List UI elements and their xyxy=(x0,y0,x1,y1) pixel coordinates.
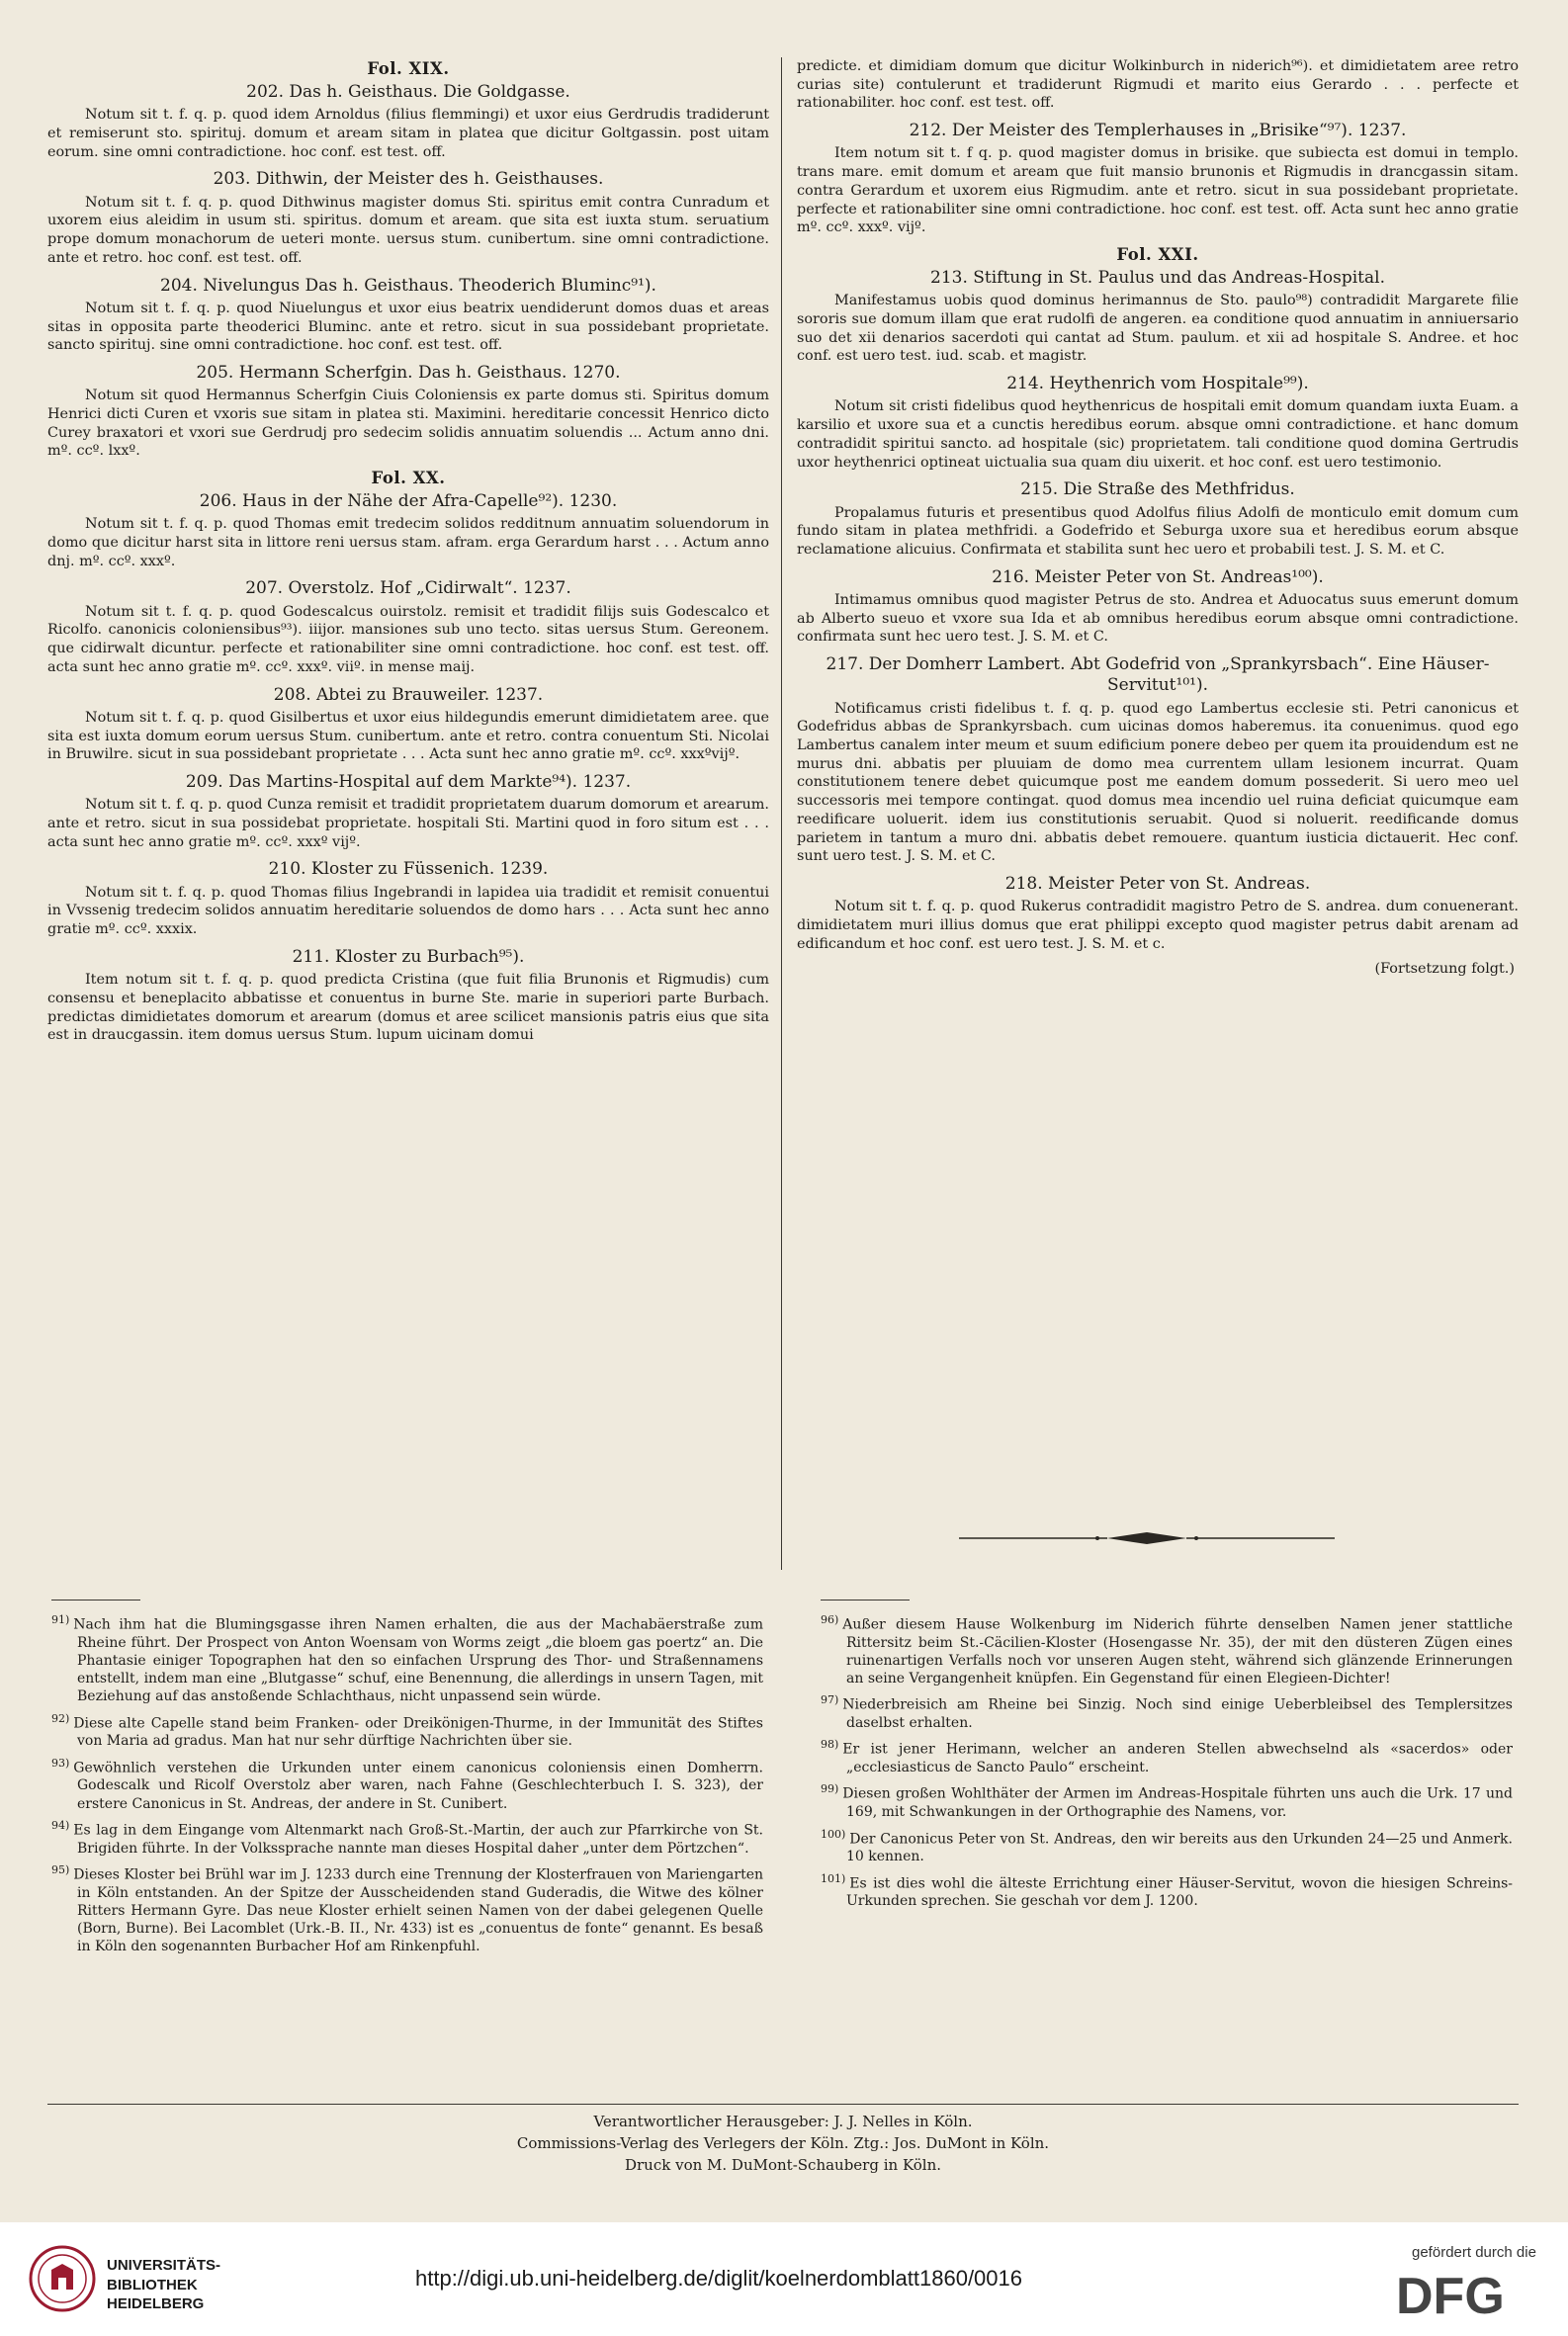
imprint-editor: Verantwortlicher Herausgeber: J. J. Nelles in Köln. xyxy=(593,2113,973,2130)
permalink-url[interactable]: http://digi.ub.uni-heidelberg.de/diglit/koelnerdomblatt1860/0016 xyxy=(415,2266,1022,2291)
entry-text: Notum sit t. f. q. p. quod Niuelungus et uxor eius beatrix uendiderunt domos duas et areas sitas in opposita parte theoderici Bluminc. ante et retro. sicut in sua possidebant proprietate. sancto spirituj. sine omni contradictione. hoc conf. est test. off. xyxy=(47,300,769,354)
entry-text: Item notum sit t. f q. p. quod magister domus in brisike. que subiecta est domui in templo. trans mare. emit domum et aream que fuit mansio brunonis et Rigmudis in drancgassin sitam. contra Gerardum et uxorem eius Rigmudim. ante et retro. sicut in sua possidebant proprietate. perfecte et rationabiliter sine omni contradictione. hoc conf. est test. off. Acta sunt hec anno gratie mº. ccº. xxxº. vijº. xyxy=(797,145,1519,236)
entry-207 xyxy=(47,578,769,676)
ornament-divider xyxy=(959,1530,1335,1546)
folio-heading: Fol. XX. xyxy=(371,469,446,488)
footnote-96: $^{96)}$ Außer diesem Hause Wolkenburg im Niderich führte denselben Namen jener stattliche Rittersitz beim St.-Cäcilien-Kloster (Hosengasse Nr. 35), der mit den düsteren Zügen eines ruinenartigen Verfalls noch vor unseren Augen steht, während sich glänzende Erinnerungen an seine Vergangenheit knüpfen. Ein Gegenstand für einen Elegieen-Dichter! xyxy=(821,1613,1513,1687)
entry-206 xyxy=(47,491,769,570)
imprint xyxy=(47,2112,1519,2176)
entry-heading: 203. Dithwin, der Meister des h. Geisthauses. xyxy=(213,169,604,190)
folio-heading: Fol. XIX. xyxy=(367,59,450,78)
footnote-99: $^{99)}$ Diesen großen Wohlthäter der Armen im Andreas-Hospitale führten uns auch die Urk. 17 und 169, mit Schwankungen in der Orthographie des Namens, vor. xyxy=(821,1782,1513,1821)
entry-210 xyxy=(47,859,769,938)
footnote-92: $^{92)}$ Diese alte Capelle stand beim Franken- oder Dreikönigen-Thurme, in der Immunität des Stiftes von Maria ad gradus. Man hat nur sehr dürftige Nachrichten über sie. xyxy=(51,1711,763,1750)
footnotes-right xyxy=(821,1613,1513,1917)
entry-211 xyxy=(47,947,769,1045)
entry-heading: 208. Abtei zu Brauweiler. 1237. xyxy=(273,684,544,705)
entry-208 xyxy=(47,685,769,764)
funded-by-label: gefördert durch die xyxy=(1412,2244,1536,2261)
entry-heading: 216. Meister Peter von St. Andreas¹⁰⁰). xyxy=(992,566,1324,587)
entry-214 xyxy=(797,374,1519,472)
footnote-98: $^{98)}$ Er ist jener Herimann, welcher an anderen Stellen abwechselnd als «sacerdos» oder „ecclesiasticus de Sancto Paulo“ erscheint. xyxy=(821,1738,1513,1776)
library-name: UNIVERSITÄTS- BIBLIOTHEK HEIDELBERG xyxy=(107,2257,221,2312)
entry-217 xyxy=(797,654,1519,866)
entry-heading: 211. Kloster zu Burbach⁹⁵). xyxy=(292,946,525,967)
continued-text: predicte. et dimidiam domum que dicitur Wolkinburch in niderich⁹⁶). et dimidietatem aree retro curias site) contulerunt et tradiderunt Rigmudi et marito eius Gerardo . . . perfecte et rationabiliter. hoc conf. est test. off. xyxy=(797,58,1519,112)
entry-205 xyxy=(47,363,769,461)
entry-heading: 202. Das h. Geisthaus. Die Goldgasse. xyxy=(246,82,570,102)
viewer-footer xyxy=(0,2222,1568,2336)
entry-text: Notum sit t. f. q. p. quod Rukerus contradidit magistro Petro de S. andrea. dum conuenerant. dimidietatem muri illius domus que erat philippi excepto quod magister petrus dabit arenam ad edificandum et hoc conf. est uero test. J. S. M. et c. xyxy=(797,899,1519,952)
entry-heading: 212. Der Meister des Templerhauses in „Brisike“⁹⁷). 1237. xyxy=(909,121,1407,141)
entry-text: Intimamus omnibus quod magister Petrus de sto. Andrea et Aduocatus suus emerunt domum ab Alberto sueuo et vxore sua Ida et ab omnibus heredibus eorum absque omni contradictione. confirmata sunt hec uero test. J. S. M. et C. xyxy=(797,591,1519,646)
entry-218 xyxy=(797,874,1519,953)
entry-heading: 214. Heythenrich vom Hospitale⁹⁹). xyxy=(1006,374,1309,394)
right-column xyxy=(797,57,1519,1580)
entry-heading: 215. Die Straße des Methfridus. xyxy=(1020,479,1295,500)
continued-note: (Fortsetzung folgt.) xyxy=(1374,961,1515,978)
entry-213 xyxy=(797,268,1519,366)
footnote-93: $^{93)}$ Gewöhnlich verstehen die Urkunden unter einem canonicus coloniensis einen Domherrn. Godescalk und Ricolf Overstolz aber waren, nach Fahne (Geschlechterbuch I. S. 323), der erstere Canonicus in St. Andreas, der andere in St. Cunibert. xyxy=(51,1756,763,1812)
entry-text: Notum sit t. f. q. p. quod Godescalcus ouirstolz. remisit et tradidit filijs suis Godescalco et Ricolfo. canonicis coloniensibus⁹³). iiijor. mansiones sub uno tecto. sitas uersus Stum. Gereonem. que cidirwalt dicuntur. perfecte et rationabiliter sine omni contradictione. hoc conf. est test. off. acta sunt hec anno gratie mº. ccº. xxxº. viiº. in mense maij. xyxy=(47,603,769,675)
footnote-101: $^{101)}$ Es ist dies wohl die älteste Errichtung einer Häuser-Servitut, wovon die hiesigen Schreins-Urkunden sprechen. Sie geschah vor dem J. 1200. xyxy=(821,1871,1513,1910)
university-seal-icon xyxy=(28,2244,97,2313)
entry-text: Notum sit t. f. q. p. quod idem Arnoldus (filius flemmingi) et uxor eius Gerdrudis tradiderunt et remiserunt sto. spirituj. domum et aream sitam in platea que dicitur Goltgassin. post uitam eorum. sine omni contradictione. hoc conf. est test. off. xyxy=(47,107,769,160)
entry-heading: 217. Der Domherr Lambert. Abt Godefrid von „Sprankyrsbach“. Eine Häuser-Servitut¹⁰¹). xyxy=(826,654,1490,696)
entry-text: Notum sit t. f. q. p. quod Thomas emit tredecim solidos redditnum annuatim soluendorum in domo que dicitur harst sita in littore reni uersus stam. afram. erga Gerardum harst . . . Actum anno dnj. mº. ccº. xxxº. xyxy=(47,516,769,569)
entry-209 xyxy=(47,772,769,851)
entry-heading: 218. Meister Peter von St. Andreas. xyxy=(1004,874,1311,895)
entry-heading: 210. Kloster zu Füssenich. 1239. xyxy=(268,859,549,880)
entry-216 xyxy=(797,567,1519,647)
entry-text: Item notum sit t. f. q. p. quod predicta Cristina (que fuit filia Brunonis et Rigmudis) cum consensu et beneplacito abbatisse et conuentus in burne Ste. marie in superiori parte Burbach. predictas dimidietates domorum et arearum (domus et aree scilicet mansionis patris eius que sita est in draucgassin. item domus uersus Stum. lupum uicinam domui xyxy=(47,972,769,1044)
entry-heading: 206. Haus in der Nähe der Afra-Capelle⁹²). 1230. xyxy=(199,491,618,512)
dfg-logo-icon xyxy=(1394,2266,1542,2320)
entry-text: Notum sit t. f. q. p. quod Thomas filius Ingebrandi in lapidea uia tradidit et remisit conuentui in Vvssenig tredecim solidos annuatim hereditarie soluendos de domo hars . . . Acta sunt hec anno gratie mº. ccº. xxxix. xyxy=(47,884,769,938)
entry-text: Notum sit cristi fidelibus quod heythenricus de hospitali emit domum quandam iuxta Euam. a karsilio et uxore sua et a cunctis heredibus eorum. absque omni contradictione. et hanc domum contradidit spiritui sancto. ad hospitale (sic) proprietatem. tali conditione quod domina Gertrudis uxor heythenrici optineat uictualia sua quam diu uixerit. et hoc conf. est uero testimonio. xyxy=(797,398,1519,471)
footnote-95: $^{95)}$ Dieses Kloster bei Brühl war im J. 1233 durch eine Trennung der Klosterfrauen von Mariengarten in Köln entstanden. An der Spitze der Ausscheidenden stand Guderadis, die Witwe des kölner Ritters Hermann Gyre. Das neue Kloster erhielt seinen Namen von der dabei gelegenen Quelle (Born, Burne). Bei Lacomblet (Urk.-B. II., Nr. 433) ist es „conuentus de fonte“ genannt. Es besaß in Köln den sogenannten Burbacher Hof am Rinkenpfuhl. xyxy=(51,1862,763,1955)
imprint-printer: Druck von M. DuMont-Schauberg in Köln. xyxy=(624,2155,942,2174)
entry-text: Notum sit t. f. q. p. quod Gisilbertus et uxor eius hildegundis emerunt dimidietatem aree. que sita est iuxta domum eorum uersus Stum. cunibertum. ante et retro. contra conuentum Sti. Nicolai in Bruwilre. sicut in sua possidebant proprietate . . . Acta sunt hec anno gratie mº. ccº. xxxºvijº. xyxy=(47,709,769,763)
imprint-publisher: Commissions-Verlag des Verlegers der Köln. Ztg.: Jos. DuMont in Köln. xyxy=(516,2133,1050,2152)
entry-212 xyxy=(797,121,1519,237)
entry-heading: 207. Overstolz. Hof „Cidirwalt“. 1237. xyxy=(245,578,571,599)
entry-203 xyxy=(47,169,769,267)
column-divider xyxy=(781,57,782,1570)
footnote-100: $^{100)}$ Der Canonicus Peter von St. Andreas, den wir bereits aus den Urkunden 24—25 und Anmerk. 10 kennen. xyxy=(821,1827,1513,1865)
footnote-91: $^{91)}$ Nach ihm hat die Blumingsgasse ihren Namen erhalten, die aus der Machabäerstraße zum Rheine führt. Der Prospect von Anton Woensam von Worms zeigt „die bloem gas poertz“ an. Die Phantasie einiger Topographen hat den so einfachen Ursprung des Thor- und Straßennamens entstellt, indem man eine „Blutgasse“ schuf, eine Benennung, die allerdings in unsern Tagen, mit Beziehung auf das anstoßende Schlachthaus, nicht unpassend sein würde. xyxy=(51,1613,763,1705)
left-column xyxy=(47,57,769,1580)
entry-heading: 205. Hermann Scherfgin. Das h. Geisthaus. 1270. xyxy=(196,362,621,383)
folio-heading: Fol. XXI. xyxy=(1116,245,1199,264)
entry-text: Propalamus futuris et presentibus quod Adolfus filius Adolfi de monticulo emit domum cum fundo sitam in platea methfridi. a Godefrido et Seburga uxore sua et heredibus eorum absque reclamatione alicuius. Confirmata et stabilita sunt hec uero et probabili test. J. S. M. et C. xyxy=(797,504,1519,558)
entry-text: Notum sit t. f. q. p. quod Cunza remisit et tradidit proprietatem duarum domorum et arearum. ante et retro. sicut in sua possidebat proprietate. hospitali Sti. Martini quod in foro situm est . . . acta sunt hec anno gratie mº. ccº. xxxº vijº. xyxy=(47,797,769,850)
entry-heading: 213. Stiftung in St. Paulus und das Andreas-Hospital. xyxy=(930,268,1385,288)
footnote-97: $^{97)}$ Niederbreisich am Rheine bei Sinzig. Noch sind einige Ueberbleibsel des Templersitzes daselbst erhalten. xyxy=(821,1693,1513,1732)
entry-text: Notum sit t. f. q. p. quod Dithwinus magister domus Sti. spiritus emit contra Cunradum et uxorem eius aleidim in usum sti. spiritus. domum et aream. que sita est iuxta stum. seruatium prope domum monachorum de ueteri monte. uersus stum. cunibertum. sine omni contradictione. ante et retro. hoc conf. est test. off. xyxy=(47,194,769,266)
entry-text: Manifestamus uobis quod dominus herimannus de Sto. paulo⁹⁸) contradidit Margarete filie sororis sue domum illam que erat rudolfi de angeren. ea conditione quod annuatim in anniuersario suo det xii denarios sacerdoti qui cantat ad Stum. paulum. et xii ad hospitale S. Andree. et hoc conf. est uero test. iud. scab. et magistr. xyxy=(797,293,1519,365)
entry-202 xyxy=(47,82,769,161)
entry-text: Notificamus cristi fidelibus t. f. q. p. quod ego Lambertus ecclesie sti. Petri canonicus et Godefridus abbas de Sprankyrsbach. cum uicinas domos haberemus. ita conuenimus. quod ego Lambertus canalem inter meum et suum edificium ponere debeo per quem ita prouidendum est ne murus dni. abbatis per pluuiam de domo mea currentem ullam lesionem incurrat. Quam constitutionem tenere debet quicumque post me eandem domum possederit. Si uero meo uel successoris mei tempore contingat. quod domus mea incendio uel ruina deficiat quicumque eam reedificare uoluerit. idem ius constitutionis seruabit. Quod si noluerit. reedificande domus parietem in tantum a muro dni. abbatis debet remouere. quantum iusticia dictauerit. Hec conf. sunt uero test. J. S. M. et C. xyxy=(797,700,1519,865)
svg-text:DFG: DFG xyxy=(1396,2268,1505,2320)
imprint-rule xyxy=(47,2104,1519,2105)
entry-215 xyxy=(797,479,1519,559)
footnote-rule xyxy=(821,1600,910,1601)
footnotes-left xyxy=(51,1613,763,1961)
entry-204 xyxy=(47,276,769,355)
entry-heading: 209. Das Martins-Hospital auf dem Markte⁹⁴). 1237. xyxy=(185,772,632,792)
footnote-94: $^{94)}$ Es lag in dem Eingange vom Altenmarkt nach Groß-St.-Martin, der auch zur Pfarrkirche von St. Brigiden führte. In der Volkssprache nannte man dieses Hospital daher „unter dem Pörtzchen“. xyxy=(51,1818,763,1857)
entry-heading: 204. Nivelungus Das h. Geisthaus. Theoderich Bluminc⁹¹). xyxy=(160,275,656,296)
footnote-rule xyxy=(51,1600,140,1601)
entry-text: Notum sit quod Hermannus Scherfgin Ciuis Coloniensis ex parte domus sti. Spiritus domum Henrici dicti Curen et vxoris sue sitam in platea sti. Maximini. hereditarie concessit Henrico dicto Curey braxatori et vxori sue Gerdrudj pro sedecim solidis annuatim soluendis ... Actum anno dni. mº. ccº. lxxº. xyxy=(47,388,769,460)
